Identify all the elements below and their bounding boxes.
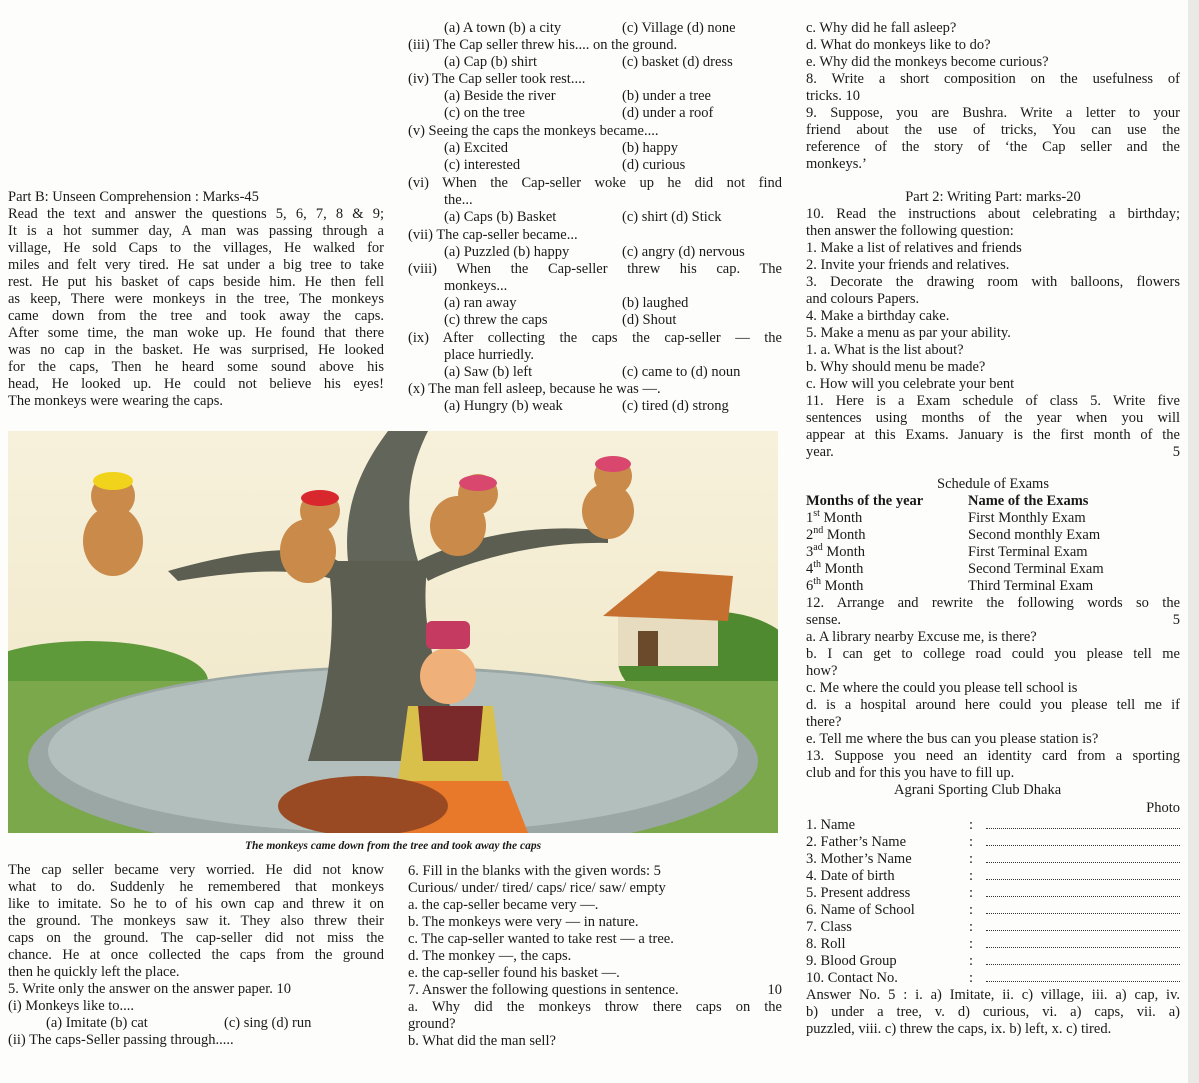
mcq-option: (c) angry (d) nervous	[622, 244, 745, 260]
blank-item: c. The cap-seller wanted to take rest — a tree.	[408, 931, 674, 947]
form-blank[interactable]	[986, 834, 1180, 846]
mcq-option: (a) Saw (b) left	[444, 364, 533, 380]
form-blank[interactable]	[986, 919, 1180, 931]
question-7-marks: 10	[767, 982, 782, 998]
mcq-option: (d) curious	[622, 157, 686, 173]
form-blank[interactable]	[986, 885, 1180, 897]
blank-item: b. The monkeys were very — in nature.	[408, 914, 639, 930]
question-11: 11. Here is a Exam schedule of class 5. Write five	[806, 393, 1180, 409]
form-label: 2. Father’s Name	[806, 834, 906, 850]
blank-item: a. the cap-seller became very —.	[408, 897, 599, 913]
form-blank[interactable]	[986, 902, 1180, 914]
question-line: c. Why did he fall asleep?	[806, 20, 957, 36]
form-row	[806, 817, 1180, 834]
form-colon: :	[968, 970, 974, 986]
form-blank[interactable]	[986, 817, 1180, 829]
table-row	[806, 544, 1104, 561]
mcq-option: (c) threw the caps	[444, 312, 548, 328]
mcq-option: (a) Caps (b) Basket	[444, 209, 557, 225]
section-heading: Part B: Unseen Comprehension : Marks-45	[8, 189, 259, 205]
form-row	[806, 834, 1180, 851]
passage-line: miles and felt very tired. He sat under a big tree to take	[8, 257, 384, 273]
form-blank[interactable]	[986, 868, 1180, 880]
question-5: 5. Write only the answer on the answer paper. 10	[8, 981, 292, 997]
question-5-ii: (ii) The caps-Seller passing through.....	[8, 1032, 234, 1048]
question-12: 12. Arrange and rewrite the following words so the	[806, 595, 1180, 611]
question-10-line: c. How will you celebrate your bent	[806, 376, 1015, 392]
mcq-option: (c) interested	[444, 157, 521, 173]
table-cell: Third Terminal Exam	[968, 578, 1094, 594]
passage-line: caps on the ground. The cap-seller did not miss the	[8, 930, 384, 946]
mcq-option: (b) under a tree	[622, 88, 711, 104]
question-12-item: c. Me where the could you please tell school is	[806, 680, 1078, 696]
question-10-line: b. Why should menu be made?	[806, 359, 986, 375]
question-9-cont: reference of the story of ‘the Cap seller and the	[806, 139, 1180, 155]
mcq-option: (c) on the tree	[444, 105, 525, 121]
question-10-line: 4. Make a birthday cake.	[806, 308, 950, 324]
identity-form	[806, 817, 1180, 987]
table-header-row	[806, 493, 1104, 510]
table-header: Months of the year	[806, 493, 924, 509]
mcq-option: (c) came to (d) noun	[622, 364, 741, 380]
passage-line: The cap seller became very worried. He did not know	[8, 862, 384, 878]
mcq-option: (c) shirt (d) Stick	[622, 209, 722, 225]
mcq-option: (a) Beside the river	[444, 88, 556, 104]
mcq-option: (a) Hungry (b) weak	[444, 398, 563, 414]
question-7-b: b. What did the man sell?	[408, 1033, 556, 1049]
mcq-question: (vi) When the Cap-seller woke up he did not find	[408, 175, 782, 191]
answer-key: puzzled, viii. c) threw the caps, ix. b) left, x. c) tired.	[806, 1021, 1112, 1037]
question-9-cont: monkeys.’	[806, 156, 867, 172]
passage-line: like to imitate. So he to of his own cap and threw it on	[8, 896, 384, 912]
passage-line: The monkeys were wearing the caps.	[8, 393, 224, 409]
question-7: 7. Answer the following questions in sentence.	[408, 982, 679, 998]
question-10-line: 3. Decorate the drawing room with balloons, flowers	[806, 274, 1180, 290]
table-cell: $3^{ad}$ Month	[806, 542, 865, 560]
form-blank[interactable]	[986, 970, 1180, 982]
question-12-marks: 5	[1172, 612, 1180, 628]
question-12-item: b. I can get to college road could you please tell me	[806, 646, 1180, 662]
form-row	[806, 902, 1180, 919]
question-12-item: a. A library nearby Excuse me, is there?	[806, 629, 1037, 645]
form-label: 6. Name of School	[806, 902, 915, 918]
schedule-title: Schedule of Exams	[937, 476, 1049, 492]
table-cell: Second monthly Exam	[968, 527, 1101, 543]
passage-line: chance. He at once collected the caps from the ground	[8, 947, 384, 963]
passage-line: village, He sold Caps to the villages, He walked for	[8, 240, 384, 256]
passage-line: the ground. The monkeys saw it. They also threw their	[8, 913, 384, 929]
question-10: 10. Read the instructions about celebrating a birthday;	[806, 206, 1180, 222]
form-row	[806, 851, 1180, 868]
answer-key: b) under a tree, v. d) curious, vi. a) caps, vii. a)	[806, 1004, 1180, 1020]
table-row	[806, 510, 1104, 527]
table-row	[806, 578, 1104, 595]
form-row	[806, 936, 1180, 953]
mcq-question-cont: monkeys...	[444, 278, 508, 294]
question-11-marks: 5	[1172, 444, 1180, 460]
question-line: d. What do monkeys like to do?	[806, 37, 991, 53]
table-cell: First Monthly Exam	[968, 510, 1086, 526]
form-row	[806, 970, 1180, 987]
word-bank: Curious/ under/ tired/ caps/ rice/ saw/ empty	[408, 880, 666, 896]
form-row	[806, 885, 1180, 902]
table-cell: 6th Month	[806, 576, 864, 594]
table-cell: 2nd Month	[806, 525, 866, 543]
question-6: 6. Fill in the blanks with the given words: 5	[408, 863, 661, 879]
club-name: Agrani Sporting Club Dhaka	[894, 782, 1062, 798]
question-13-cont: club and for this you have to fill up.	[806, 765, 1015, 781]
illustration-caption: The monkeys came down from the tree and took away the caps	[244, 840, 542, 852]
mcq-option: (d) under a roof	[622, 105, 714, 121]
mcq-option: (c) basket (d) dress	[622, 54, 733, 70]
mcq-question: (iv) The Cap seller took rest....	[408, 71, 586, 87]
question-10-line: then answer the following question:	[806, 223, 1014, 239]
form-row	[806, 919, 1180, 936]
form-blank[interactable]	[986, 936, 1180, 948]
question-12-cont: sense.	[806, 612, 842, 628]
passage-line: what to do. Suddenly he remembered that monkeys	[8, 879, 384, 895]
question-9: 9. Suppose, you are Bushra. Write a letter to your	[806, 105, 1180, 121]
form-colon: :	[968, 919, 974, 935]
table-cell: 4th Month	[806, 559, 864, 577]
mcq-question-cont: the...	[444, 192, 473, 208]
question-11-line: sentences using months of the year when you will	[806, 410, 1180, 426]
mcq-question: (ix) After collecting the caps the cap-seller — the	[408, 330, 782, 346]
form-label: 9. Blood Group	[806, 953, 897, 969]
form-colon: :	[968, 834, 974, 850]
form-label: 4. Date of birth	[806, 868, 895, 884]
form-colon: :	[968, 936, 974, 952]
table-header: Name of the Exams	[968, 493, 1089, 509]
blank-item: e. the cap-seller found his basket —.	[408, 965, 620, 981]
table-cell: Second Terminal Exam	[968, 561, 1104, 577]
passage-line: came down from the tree and took away the caps.	[8, 308, 384, 324]
form-label: 5. Present address	[806, 885, 911, 901]
form-colon: :	[968, 868, 974, 884]
mcq-option: (c) Village (d) none	[622, 20, 736, 36]
page-edge	[1188, 0, 1199, 1083]
form-blank[interactable]	[986, 953, 1180, 965]
question-10-line: 5. Make a menu as par your ability.	[806, 325, 1011, 341]
passage-line: for the caps, Then he heard some sound above his	[8, 359, 384, 375]
form-colon: :	[968, 885, 974, 901]
mcq-option: (a) ran away	[444, 295, 517, 311]
blank-item: d. The monkey —, the caps.	[408, 948, 572, 964]
table-cell: First Terminal Exam	[968, 544, 1088, 560]
passage	[8, 189, 384, 410]
form-blank[interactable]	[986, 851, 1180, 863]
mcq-option: (a) A town (b) a city	[444, 20, 562, 36]
part-2-heading: Part 2: Writing Part: marks-20	[905, 189, 1081, 205]
form-label: 10. Contact No.	[806, 970, 898, 986]
question-10-line: and colours Papers.	[806, 291, 920, 307]
question-12-item: how?	[806, 663, 838, 679]
question-8: 8. Write a short composition on the usefulness of	[806, 71, 1180, 87]
form-row	[806, 868, 1180, 885]
questions-6-7	[408, 863, 782, 1050]
form-colon: :	[968, 851, 974, 867]
question-11-line: appear at this Exams. January is the first month of the	[806, 427, 1180, 443]
mcq-option: (b) laughed	[622, 295, 689, 311]
table-cell: 1st Month	[806, 508, 863, 526]
mcq-option: (a) Puzzled (b) happy	[444, 244, 570, 260]
passage-line: rest. He put his basket of caps beside him. He then fell	[8, 274, 384, 290]
question-10-line: 1. Make a list of relatives and friends	[806, 240, 1022, 256]
photo-label: Photo	[1146, 800, 1180, 816]
table-row	[806, 561, 1104, 578]
answer-key: Answer No. 5 : i. a) Imitate, ii. c) village, iii. a) cap, iv.	[806, 987, 1180, 1003]
passage-line: After some time, the man woke up. He found that there	[8, 325, 384, 341]
question-10-line: 2. Invite your friends and relatives.	[806, 257, 1010, 273]
form-colon: :	[968, 817, 974, 833]
passage-line: head, He looked up. He could not believe his eyes!	[8, 376, 384, 392]
question-11-line: year.	[806, 444, 834, 460]
question-5-i: (i) Monkeys like to....	[8, 998, 135, 1014]
mcq-question: (v) Seeing the caps the monkeys became....	[408, 123, 659, 139]
story-illustration	[8, 431, 778, 833]
mcq-question: (vii) The cap-seller became...	[408, 227, 578, 243]
question-10-line: 1. a. What is the list about?	[806, 342, 964, 358]
mcq-option: (a) Imitate (b) cat	[46, 1015, 148, 1031]
passage-line: Read the text and answer the questions 5, 6, 7, 8 & 9;	[8, 206, 384, 222]
question-line: e. Why did the monkeys become curious?	[806, 54, 1049, 70]
question-7-a: a. Why did the monkeys throw there caps on the	[408, 999, 782, 1015]
mcq-option: (a) Cap (b) shirt	[444, 54, 538, 70]
form-label: 3. Mother’s Name	[806, 851, 912, 867]
exam-schedule-table	[806, 493, 1104, 595]
mcq-option: (c) sing (d) run	[224, 1015, 312, 1031]
mcq-question: (viii) When the Cap-seller threw his cap. The	[408, 261, 782, 277]
passage-line: as keep, There were monkeys in the tree, The monkeys	[8, 291, 384, 307]
mcq-question: (iii) The Cap seller threw his.... on the ground.	[408, 37, 678, 53]
mcq-option: (d) Shout	[622, 312, 677, 328]
mcq-question: (x) The man fell asleep, because he was —.	[408, 381, 661, 397]
passage-continued	[8, 862, 384, 1049]
table-row	[806, 527, 1104, 544]
question-13: 13. Suppose you need an identity card from a sporting	[806, 748, 1180, 764]
question-9-cont: friend about the use of tricks, You can use the	[806, 122, 1180, 138]
form-label: 7. Class	[806, 919, 852, 935]
right-column	[806, 20, 1180, 1038]
form-colon: :	[968, 953, 974, 969]
form-label: 1. Name	[806, 817, 856, 833]
form-row	[806, 953, 1180, 970]
form-colon: :	[968, 902, 974, 918]
question-7-a-cont: ground?	[408, 1016, 456, 1032]
mcq-option: (a) Excited	[444, 140, 509, 156]
passage-line: then he quickly left the place.	[8, 964, 180, 980]
question-8-cont: tricks. 10	[806, 88, 860, 104]
question-12-item: e. Tell me where the bus can you please station is?	[806, 731, 1099, 747]
mcq-option: (b) happy	[622, 140, 678, 156]
question-12-item: there?	[806, 714, 842, 730]
mcq-question-cont: place hurriedly.	[444, 347, 535, 363]
passage-line: It is a hot summer day, A man was passing through a	[8, 223, 384, 239]
passage-line: was no cap in the basket. He was surprised, He looked	[8, 342, 384, 358]
form-label: 8. Roll	[806, 936, 846, 952]
mcq-option: (c) tired (d) strong	[622, 398, 729, 414]
question-12-item: d. is a hospital around here could you please tell me if	[806, 697, 1180, 713]
